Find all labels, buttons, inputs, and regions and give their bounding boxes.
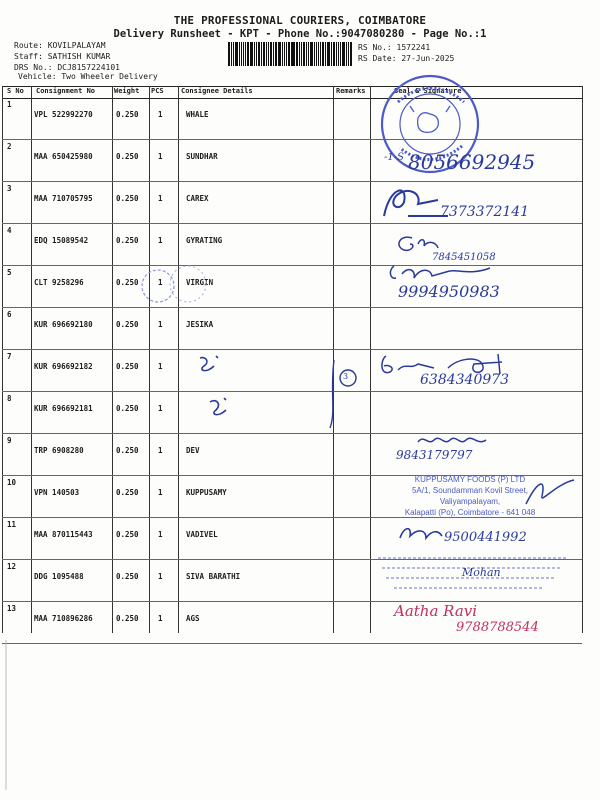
barcode-bar (303, 42, 305, 66)
document-subtitle: Delivery Runsheet - KPT - Phone No.:9047080280 - Page No.:1 (113, 28, 487, 40)
row-sno: 10 (7, 478, 17, 487)
barcode-bar (306, 42, 307, 66)
barcode-bar (316, 42, 318, 66)
barcode-bar (288, 42, 290, 66)
barcode-bar (266, 42, 267, 66)
row-weight: 0.250 (116, 236, 139, 245)
route-text: Route: KOVILPALAYAM (14, 41, 106, 50)
barcode-bar (268, 42, 269, 66)
seal-address-line: Valiyampalayam, (439, 497, 501, 506)
barcode (228, 42, 353, 66)
handwritten-phone: 9994950983 (398, 282, 500, 301)
barcode-bar (275, 42, 277, 66)
row-weight: 0.250 (116, 446, 139, 455)
barcode-bar (254, 42, 255, 66)
header-sno: S No (7, 87, 24, 95)
barcode-bar (270, 42, 272, 66)
row-sno: 3 (7, 184, 12, 193)
handwritten-signature-mark (414, 432, 494, 448)
rs-date: RS Date: 27-Jun-2025 (358, 54, 455, 63)
handwritten-phone: 9788788544 (456, 620, 539, 635)
barcode-bar (263, 42, 266, 66)
row-consignment-no: KUR 696692182 (34, 362, 93, 371)
header-weight: Weight (114, 87, 140, 95)
barcode-bar (296, 42, 298, 66)
barcode-bar (338, 42, 339, 66)
row-consignee: GYRATING (186, 236, 223, 245)
header-consignee: Consignee Details (181, 87, 253, 95)
barcode-bar (231, 42, 232, 66)
barcode-bar (342, 42, 345, 66)
handwritten-name: Aatha Ravi (394, 602, 478, 620)
barcode-bar (336, 42, 337, 66)
seal-company-name: KUPPUSAMY FOODS (P) LTD (414, 475, 526, 484)
row-weight: 0.250 (116, 278, 139, 287)
barcode-bar (239, 42, 240, 66)
row-consignment-no: VPL 522992270 (34, 110, 93, 119)
row-consignment-no: MAA 710896286 (34, 614, 93, 623)
barcode-bar (282, 42, 283, 66)
row-sno: 2 (7, 142, 12, 151)
table-row (0, 98, 600, 140)
row-consignee: WHALE (186, 110, 209, 119)
row-sno: 7 (7, 352, 12, 361)
row-consignment-no: CLT 9258296 (34, 278, 84, 287)
header-pcs: PCS (151, 87, 164, 95)
barcode-bar (286, 42, 287, 66)
row-divider (2, 643, 582, 644)
barcode-bar (310, 42, 313, 66)
row-sno: 13 (7, 604, 17, 613)
row-pcs: 1 (158, 320, 163, 329)
barcode-bar (247, 42, 249, 66)
row-consignment-no: EDQ 15089542 (34, 236, 89, 245)
row-consignment-no: MAA 870115443 (34, 530, 93, 539)
row-weight: 0.250 (116, 488, 139, 497)
row-consignee: VIRGIN (186, 278, 214, 287)
row-pcs: 1 (158, 614, 163, 623)
barcode-bar (228, 42, 230, 66)
row-pcs: 1 (158, 446, 163, 455)
handwritten-signature-mark (392, 232, 442, 254)
barcode-bar (241, 42, 243, 66)
row-consignee: KUPPUSAMY (186, 488, 227, 497)
barcode-bar (273, 42, 274, 66)
faint-stamp-mark (140, 258, 210, 314)
row-pcs: 1 (158, 110, 163, 119)
row-sno: 9 (7, 436, 12, 445)
row-consignment-no: MAA 710705795 (34, 194, 93, 203)
handwritten-phone: 6384340973 (420, 372, 510, 388)
row-consignment-no: MAA 650425980 (34, 152, 93, 161)
barcode-bar (243, 42, 244, 66)
document-title: THE PROFESSIONAL COURIERS, COIMBATORE (173, 14, 427, 27)
handwritten-mark (206, 394, 232, 418)
row-sno: 11 (7, 520, 17, 529)
row-pcs: 1 (158, 152, 163, 161)
row-pcs: 1 (158, 278, 163, 287)
handwritten-signature-mark (396, 522, 446, 544)
row-sno: 6 (7, 310, 12, 319)
barcode-bar (278, 42, 281, 66)
drs-number: DRS No.: DCJ8157224101 (14, 63, 120, 72)
handwritten-signature: Mohan (462, 566, 501, 579)
rs-number: RS No.: 1572241 (358, 43, 431, 52)
row-weight: 0.250 (116, 572, 139, 581)
row-pcs: 1 (158, 194, 163, 203)
row-weight: 0.250 (116, 404, 139, 413)
row-consignee: VADIVEL (186, 530, 218, 539)
seal-address-line: 5A/1, Soundamman Kovil Street, (411, 486, 529, 495)
row-pcs: 1 (158, 362, 163, 371)
barcode-bar (322, 42, 324, 66)
row-sno: 8 (7, 394, 12, 403)
barcode-bar (331, 42, 332, 66)
barcode-bar (299, 42, 300, 66)
row-consignment-no: TRP 6908280 (34, 446, 84, 455)
row-consignment-no: KUR 696692180 (34, 320, 93, 329)
header-remarks: Remarks (336, 87, 366, 95)
row-sno: 1 (7, 100, 12, 109)
barcode-bar (314, 42, 315, 66)
header-signature: Seal & Signature (394, 87, 462, 95)
barcode-bar (346, 42, 347, 66)
table-row (0, 392, 600, 434)
barcode-bar (261, 42, 262, 66)
row-consignee: SIVA BARATHI (186, 572, 241, 581)
barcode-bar (233, 42, 234, 66)
row-consignee: DEV (186, 446, 200, 455)
row-consignment-no: VPN 140503 (34, 488, 80, 497)
remark-number: 3 (343, 372, 349, 381)
barcode-bar (333, 42, 335, 66)
row-pcs: 1 (158, 488, 163, 497)
barcode-bar (235, 42, 238, 66)
row-weight: 0.250 (116, 194, 139, 203)
barcode-bar (348, 42, 349, 66)
row-weight: 0.250 (116, 530, 139, 539)
barcode-bar (301, 42, 302, 66)
row-consignment-no: KUR 696692181 (34, 404, 93, 413)
barcode-bar (245, 42, 246, 66)
barcode-bar (320, 42, 321, 66)
barcode-bar (256, 42, 257, 66)
handwritten-signature-mark (520, 474, 580, 510)
header-consignment: Consignment No (36, 87, 96, 95)
runsheet-meta-right (358, 42, 454, 64)
row-consignee: CAREX (186, 194, 209, 203)
barcode-bar (318, 42, 319, 66)
handwritten-signature: -1-S (384, 152, 404, 163)
row-pcs: 1 (158, 572, 163, 581)
table-row (0, 266, 600, 308)
barcode-bar (350, 42, 352, 66)
barcode-bar (292, 42, 295, 66)
handwritten-mark (196, 352, 222, 374)
row-pcs: 1 (158, 530, 163, 539)
handwritten-phone: 7373372141 (440, 204, 530, 220)
row-sno: 5 (7, 268, 12, 277)
handwritten-phone: 9500441992 (444, 530, 527, 545)
row-consignee: AGS (186, 614, 200, 623)
barcode-bar (308, 42, 309, 66)
barcode-bar (291, 42, 292, 66)
runsheet-meta-left (14, 40, 120, 73)
seal-address-line: Kalapatti (Po), Coimbatore - 641 048 (404, 508, 536, 517)
row-consignee: JESIKA (186, 320, 214, 329)
row-pcs: 1 (158, 404, 163, 413)
row-weight: 0.250 (116, 320, 139, 329)
handwritten-phone: 9843179797 (396, 448, 473, 462)
handwritten-remark-mark (316, 352, 376, 432)
table-row (0, 224, 600, 266)
barcode-bar (284, 42, 285, 66)
handwritten-phone: 8056692945 (408, 150, 536, 174)
barcode-bar (250, 42, 253, 66)
barcode-bar (340, 42, 342, 66)
row-weight: 0.250 (116, 152, 139, 161)
row-pcs: 1 (158, 236, 163, 245)
barcode-bar (327, 42, 330, 66)
handwritten-phone: 7845451058 (432, 252, 496, 263)
staff-text: Staff: SATHISH KUMAR (14, 52, 111, 61)
row-consignment-no: DDG 1095488 (34, 572, 84, 581)
row-sno: 12 (7, 562, 17, 571)
table-row (0, 308, 600, 350)
row-weight: 0.250 (116, 614, 139, 623)
row-weight: 0.250 (116, 362, 139, 371)
table-row (0, 434, 600, 476)
row-consignee: SUNDHAR (186, 152, 218, 161)
row-weight: 0.250 (116, 110, 139, 119)
barcode-bar (258, 42, 260, 66)
vehicle-text: Vehicle: Two Wheeler Delivery (18, 72, 158, 81)
left-margin-scan-mark (2, 640, 10, 790)
row-sno: 4 (7, 226, 12, 235)
barcode-bar (325, 42, 326, 66)
